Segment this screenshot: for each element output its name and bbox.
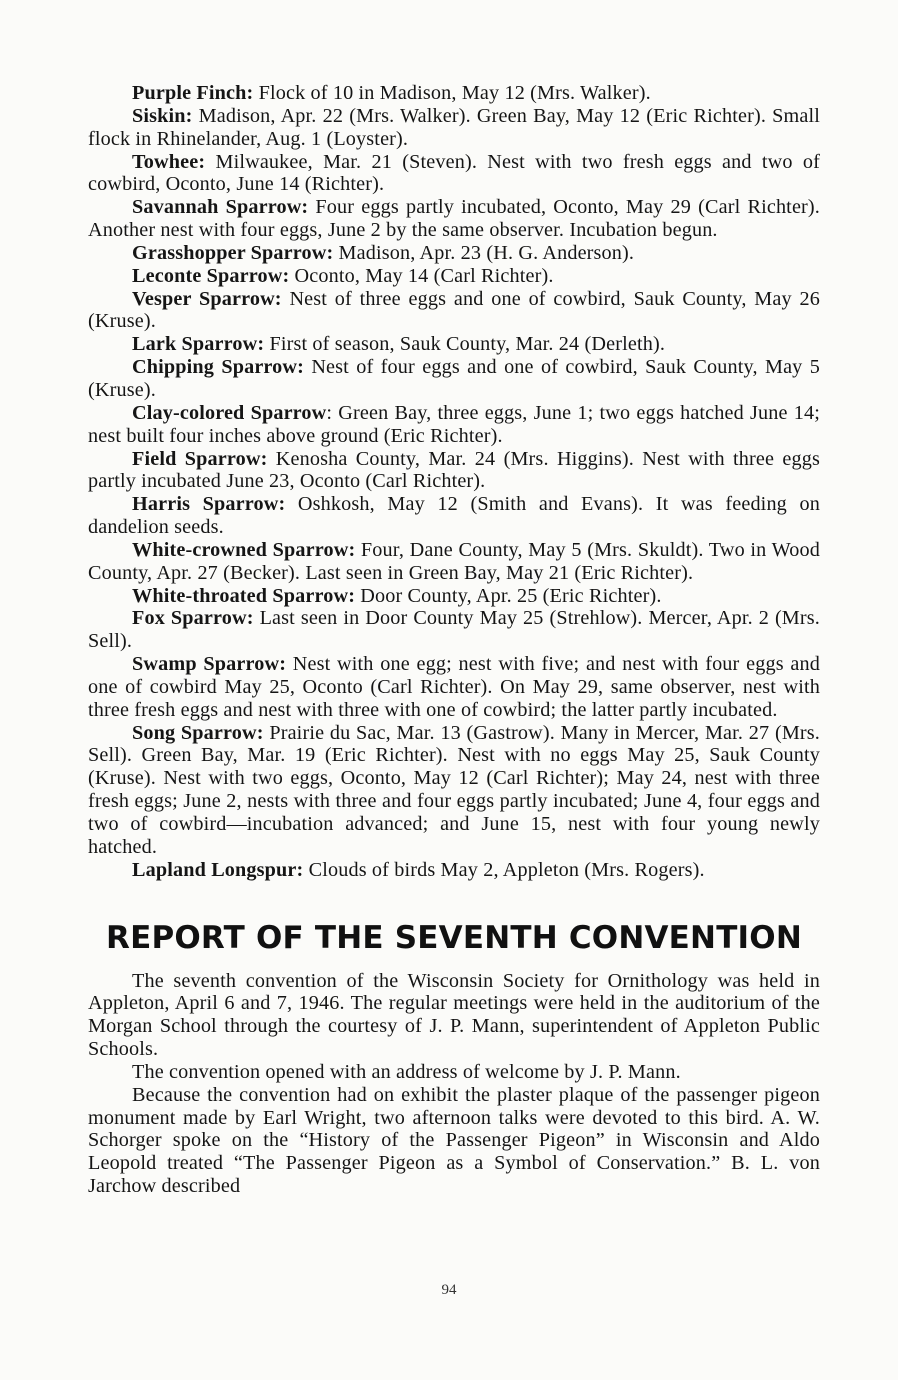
species-entry	[88, 653, 820, 722]
species-name: Towhee:	[132, 150, 206, 173]
report-paragraph: Because the convention had on exhibit the plaster plaque of the passenger pigeon monument made by Earl Wright, two afternoon talks were devoted to this bird. A. W. Schorger spoke on the “History of the Passenger Pigeon” in Wisconsin and Aldo Leopold treated “The Passenger Pigeon as a Symbol of Conservation.” B. L. von Jarchow described	[88, 1083, 820, 1198]
species-entry	[88, 151, 820, 197]
species-name: Song Sparrow:	[132, 721, 264, 744]
entry-text: Four eggs partly incubated, Oconto, May 29 (Carl Richter). Another nest with four eggs, June 2 by the same observer. Incubation begun.	[88, 196, 820, 242]
species-entry	[88, 265, 820, 288]
convention-report	[88, 970, 820, 1198]
species-entry	[88, 356, 820, 402]
species-name: White-throated Sparrow:	[132, 584, 356, 607]
species-entry	[88, 539, 820, 585]
entry-text: Nest with one egg; nest with five; and nest with four eggs and one of cowbird May 25, Oconto (Carl Richter). On May 29, same observer, nest with three fresh eggs and nest with three with one of cowbird; the latter partly incubated.	[88, 653, 820, 721]
section-heading: REPORT OF THE SEVENTH CONVENTION	[106, 919, 802, 956]
entry-text: Milwaukee, Mar. 21 (Steven). Nest with two fresh eggs and two of cowbird, Oconto, June 14 (Richter).	[88, 150, 820, 196]
entry-text: : Green Bay, three eggs, June 1; two eggs hatched June 14; nest built four inches above ground (Eric Richter).	[88, 401, 820, 447]
species-name: Leconte Sparrow:	[132, 264, 290, 287]
entry-text: Four, Dane County, May 5 (Mrs. Skuldt). Two in Wood County, Apr. 27 (Becker). Last seen in Green Bay, May 21 (Eric Richter).	[88, 538, 820, 584]
page-number: 94	[441, 1282, 457, 1298]
species-name: Field Sparrow:	[132, 447, 268, 470]
species-entry	[88, 288, 820, 334]
species-entry	[88, 859, 820, 882]
entry-text: Nest of four eggs and one of cowbird, Sauk County, May 5 (Kruse).	[88, 356, 820, 401]
species-name: Fox Sparrow:	[132, 607, 254, 630]
species-entry	[88, 448, 820, 494]
species-entry	[88, 333, 820, 356]
species-entry	[88, 722, 820, 859]
entry-text: Oconto, May 14 (Carl Richter).	[289, 264, 554, 287]
species-entry	[88, 196, 820, 242]
entry-text: Madison, Apr. 22 (Mrs. Walker). Green Bay, May 12 (Eric Richter). Small flock in Rhinelander, Aug. 1 (Loyster).	[88, 104, 820, 150]
species-entry	[88, 105, 820, 151]
species-entry	[88, 242, 820, 265]
species-name: Vesper Sparrow:	[132, 287, 282, 310]
entry-text: Prairie du Sac, Mar. 13 (Gastrow). Many in Mercer, Mar. 27 (Mrs. Sell). Green Bay, Mar. 19 (Eric Richter). Nest with no eggs May 25, Sauk County (Kruse). Nest with two eggs, Oconto, May 12 (Carl Richter); May 24, nest with three fresh eggs; June 2, nests with three and four eggs partly incubated; June 4, four eggs and two of cowbird—incubation advanced; and June 15, nest with four young newly hatched.	[88, 721, 821, 858]
entry-text: Madison, Apr. 23 (H. G. Anderson).	[333, 241, 635, 264]
species-entry	[88, 585, 820, 608]
species-name: Purple Finch:	[132, 82, 254, 104]
species-entry	[88, 402, 820, 448]
species-entry	[88, 82, 820, 105]
report-paragraph: The convention opened with an address of welcome by J. P. Mann.	[132, 1060, 681, 1083]
species-name: Swamp Sparrow:	[132, 653, 287, 676]
entry-text: Nest of three eggs and one of cowbird, Sauk County, May 26 (Kruse).	[88, 287, 820, 333]
species-records	[88, 82, 820, 882]
entry-text: Flock of 10 in Madison, May 12 (Mrs. Walker).	[253, 82, 651, 104]
entry-text: Door County, Apr. 25 (Eric Richter).	[355, 584, 662, 607]
species-name: Clay-colored Sparrow	[132, 401, 327, 424]
species-name: Chipping Sparrow:	[132, 356, 305, 379]
species-name: Harris Sparrow:	[132, 493, 286, 516]
species-entry	[88, 493, 820, 539]
species-name: Savannah Sparrow:	[132, 196, 309, 219]
species-name: White-crowned Sparrow:	[132, 538, 356, 561]
entry-text: Clouds of birds May 2, Appleton (Mrs. Rogers).	[303, 858, 705, 881]
report-paragraph: The seventh convention of the Wisconsin Society for Ornithology was held in Appleton, April 6 and 7, 1946. The regular meetings were held in the auditorium of the Morgan School through the courtesy of J. P. Mann, superintendent of Appleton Public Schools.	[88, 969, 820, 1061]
species-entry	[88, 607, 820, 653]
species-name: Siskin:	[132, 104, 193, 127]
entry-text: First of season, Sauk County, Mar. 24 (Derleth).	[264, 333, 666, 356]
entry-text: Last seen in Door County May 25 (Strehlow). Mercer, Apr. 2 (Mrs. Sell).	[88, 607, 820, 653]
species-name: Lark Sparrow:	[132, 333, 265, 356]
species-name: Grasshopper Sparrow:	[132, 241, 334, 264]
species-name: Lapland Longspur:	[132, 858, 304, 881]
entry-text: Oshkosh, May 12 (Smith and Evans). It was feeding on dandelion seeds.	[88, 493, 820, 539]
entry-text: Kenosha County, Mar. 24 (Mrs. Higgins). Nest with three eggs partly incubated June 23, Oconto (Carl Richter).	[88, 447, 821, 493]
